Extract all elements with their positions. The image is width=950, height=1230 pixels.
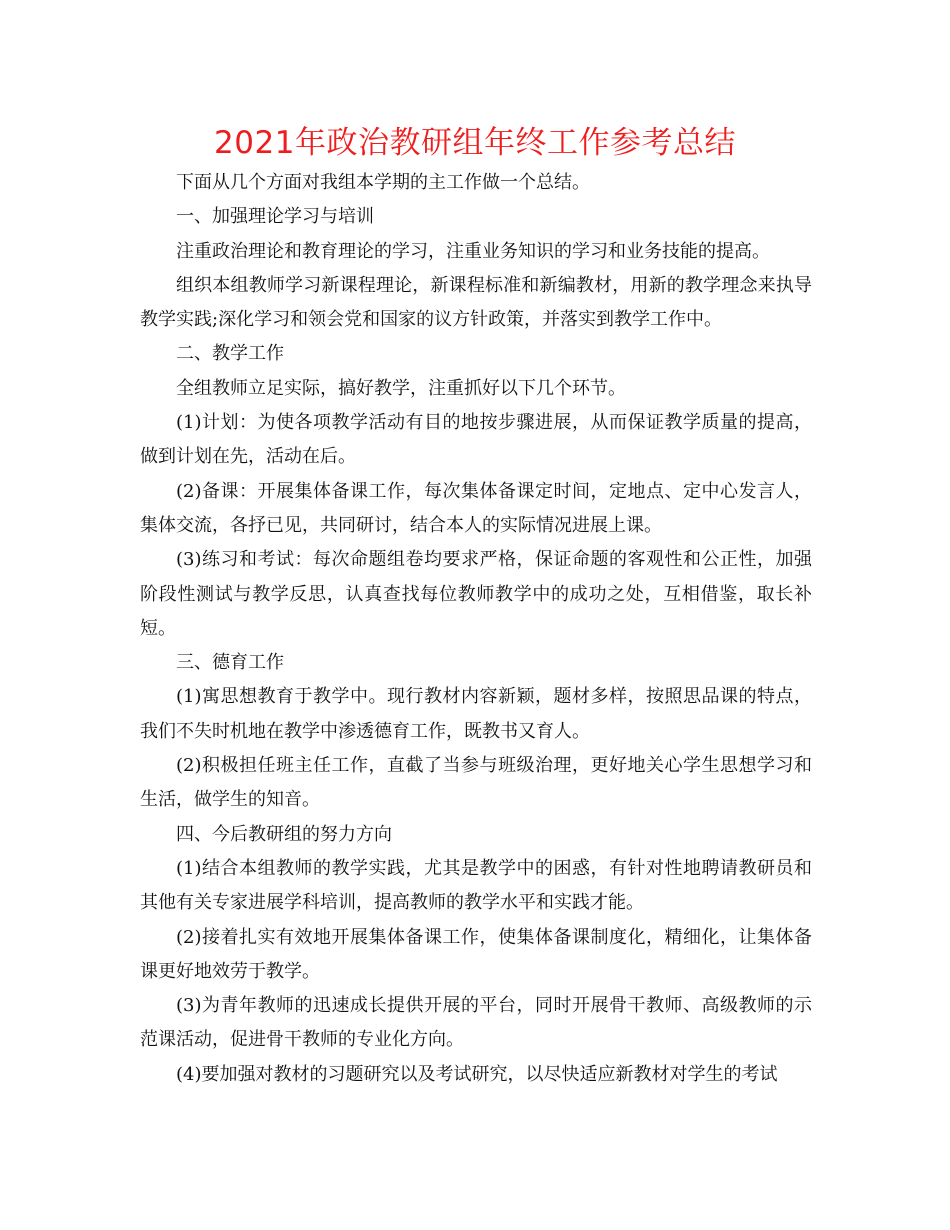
paragraph-teaching-intro: 全组教师立足实际，搞好教学，注重抓好以下几个环节。 [176, 377, 626, 399]
document-body [140, 166, 812, 1092]
paragraph-future-2: (2)接着扎实有效地开展集体备课工作，使集体备课制度化，精细化，让集体备课更好地效劳于教学。 [140, 926, 812, 982]
paragraph-future-1: (1)结合本组教师的教学实践，尤其是教学中的困惑，有针对性地聘请教研员和其他有关专家进展学科培训，提高教师的教学水平和实践才能。 [140, 857, 812, 914]
paragraph-teaching-plan: (1)计划：为使各项教学活动有目的地按步骤进展，从而保证教学质量的提高，做到计划在先，活动在后。 [140, 412, 812, 468]
paragraph-teaching-exam: (3)练习和考试：每次命题组卷均要求严格，保证命题的客观性和公正性，加强阶段性测试与教学反思，认真查找每位教师教学中的成功之处，互相借鉴，取长补短。 [140, 549, 812, 639]
section-heading-theory: 一、加强理论学习与培训 [176, 206, 374, 228]
section-heading-teaching: 二、教学工作 [176, 343, 284, 365]
intro-paragraph: 下面从几个方面对我组本学期的主工作做一个总结。 [176, 172, 590, 193]
paragraph-moral-1: (1)寓思想教育于教学中。现行教材内容新颖，题材多样，按照思品课的特点，我们不失时机地在教学中渗透德育工作，既教书又育人。 [140, 686, 812, 742]
paragraph-theory-2: 组织本组教师学习新课程理论，新课程标准和新编教材，用新的教学理念来执导教学实践;深化学习和领会党和国家的议方针政策，并落实到教学工作中。 [140, 274, 812, 331]
document-title: 2021年政治教研组年终工作参考总结 [214, 125, 736, 161]
section-heading-future: 四、今后教研组的努力方向 [176, 823, 392, 845]
paragraph-theory-1: 注重政治理论和教育理论的学习，注重业务知识的学习和业务技能的提高。 [176, 240, 770, 262]
paragraph-future-3: (3)为青年教师的迅速成长提供开展的平台，同时开展骨干教师、高级教师的示范课活动，促进骨干教师的专业化方向。 [140, 995, 812, 1051]
section-heading-moral: 三、德育工作 [176, 652, 284, 674]
paragraph-teaching-prep: (2)备课：开展集体备课工作，每次集体备课定时间，定地点、定中心发言人，集体交流，各抒已见，共同研讨，结合本人的实际情况进展上课。 [140, 480, 812, 536]
paragraph-future-4: (4)要加强对教材的习题研究以及考试研究，以尽快适应新教材对学生的考试 [176, 1063, 778, 1085]
paragraph-moral-2: (2)积极担任班主任工作，直截了当参与班级治理，更好地关心学生思想学习和生活，做学生的知音。 [140, 755, 812, 811]
